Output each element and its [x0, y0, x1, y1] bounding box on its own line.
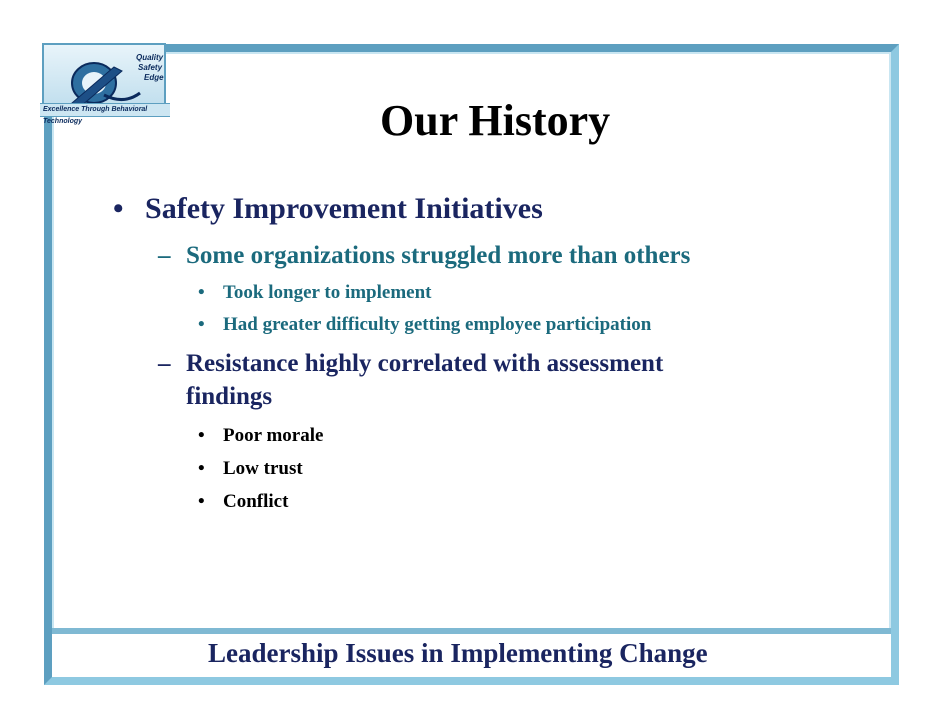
logo-text-quality: Quality	[136, 53, 164, 62]
list-item-text: Conflict	[223, 491, 289, 512]
sub-bullet-text-line2: findings	[186, 383, 273, 410]
dash-glyph: –	[158, 350, 171, 377]
logo-text-safety: Safety	[138, 63, 163, 72]
list-item-text: Had greater difficulty getting employee participation	[223, 314, 652, 335]
sub-bullet-text: Some organizations struggled more than others	[186, 242, 691, 269]
list-item-text: Low trust	[223, 458, 303, 479]
logo-text-edge: Edge	[144, 73, 164, 82]
bullet-glyph: •	[198, 425, 205, 446]
list-item-text: Poor morale	[223, 425, 324, 446]
bullet-safety-initiatives	[113, 192, 543, 226]
slide-footer: Leadership Issues in Implementing Change	[208, 638, 708, 668]
sub-bullet-text-line1: Resistance highly correlated with assessment	[186, 350, 664, 377]
bullet-glyph: •	[113, 192, 124, 225]
bullet-glyph: •	[198, 314, 205, 335]
list-item-text: Took longer to implement	[223, 282, 432, 303]
bullet-glyph: •	[198, 458, 205, 479]
logo-tagline: Excellence Through Behavioral Technology	[40, 103, 170, 117]
bullet-glyph: •	[198, 282, 205, 303]
slide-title: Our History	[380, 96, 611, 145]
bullet-text: Safety Improvement Initiatives	[145, 192, 543, 225]
dash-glyph: –	[158, 242, 171, 269]
bullet-glyph: •	[198, 491, 205, 512]
